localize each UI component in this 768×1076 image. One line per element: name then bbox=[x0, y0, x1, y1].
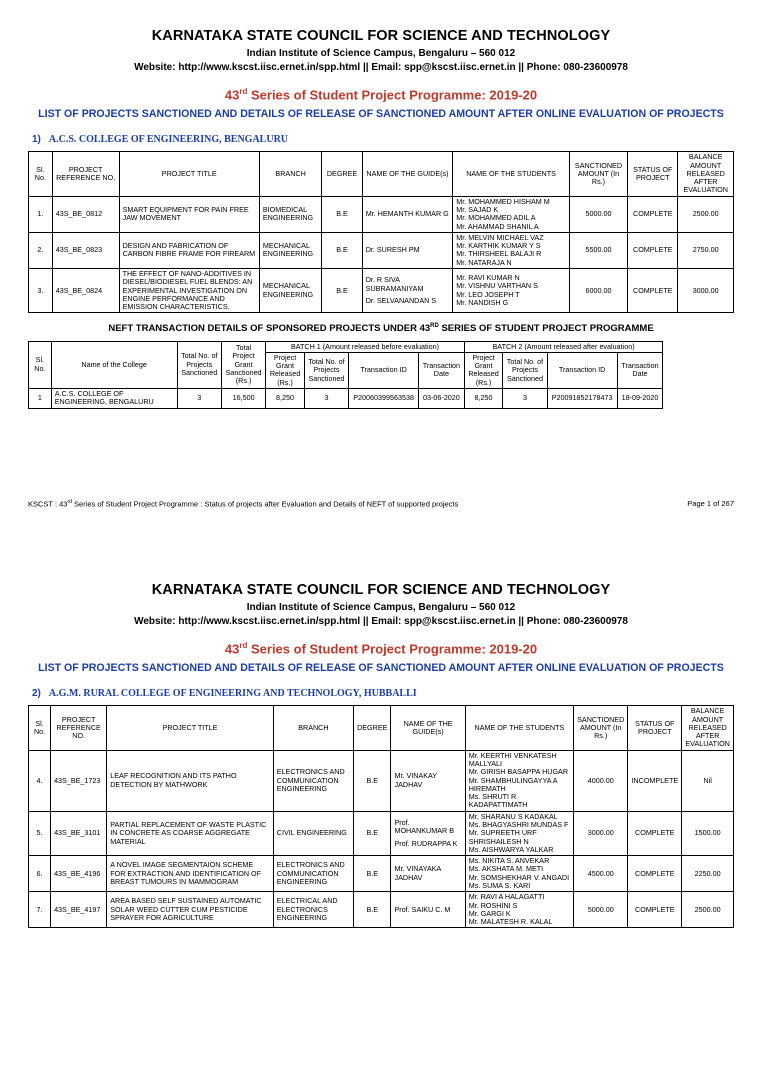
row-degree: B.E bbox=[322, 232, 362, 268]
table-row bbox=[29, 892, 734, 928]
row-students: Ms. NIKITA S. ANVEKAR Ms. AKSHATA M. METI Mr. SOMSHEKHAR V. ANGADI Ms. SUMA S. KARI bbox=[465, 856, 573, 892]
col-ref: PROJECT REFERENCE NO. bbox=[52, 152, 119, 196]
row-status: COMPLETE bbox=[628, 196, 678, 232]
row-balance: 2500.00 bbox=[682, 892, 734, 928]
row-guide: Mr. VINAKAY JADHAV bbox=[391, 750, 465, 811]
neft-col-batch1: BATCH 1 (Amount released before evaluation) bbox=[266, 341, 465, 352]
row-sl: 5. bbox=[29, 811, 51, 855]
row-ref: 43S_BE_0823 bbox=[52, 232, 119, 268]
row-amount: 5000.00 bbox=[574, 892, 628, 928]
table-header-row bbox=[29, 152, 734, 196]
col-degree: DEGREE bbox=[322, 152, 362, 196]
table-row bbox=[29, 196, 734, 232]
council-contact: Website: http://www.kscst.iisc.ernet.in/spp.html || Email: spp@kscst.iisc.ernet.in || Phone: 080-23600978 bbox=[134, 62, 628, 73]
col-amount: SANCTIONED AMOUNT (In Rs.) bbox=[569, 152, 627, 196]
table-row bbox=[29, 268, 734, 312]
neft-b2-grant: 8,250 bbox=[464, 388, 503, 408]
col-balance: BALANCE AMOUNT RELEASED AFTER EVALUATION bbox=[682, 706, 734, 750]
projects-table bbox=[28, 151, 734, 313]
college-heading: 2) A.G.M. RURAL COLLEGE OF ENGINEERING AND TECHNOLOGY, HUBBALLI bbox=[32, 688, 417, 700]
row-balance: 1500.00 bbox=[682, 811, 734, 855]
neft-col-b1-projects: Total No. of Projects Sanctioned bbox=[304, 352, 348, 388]
row-sl: 1. bbox=[29, 196, 53, 232]
row-sl: 2. bbox=[29, 232, 53, 268]
table-header-row bbox=[29, 706, 734, 750]
col-sl: Sl. No. bbox=[29, 152, 53, 196]
row-status: COMPLETE bbox=[628, 811, 682, 855]
series-title: 43rd Series of Student Project Programme: 2019-20 bbox=[224, 641, 538, 657]
row-status: COMPLETE bbox=[628, 268, 678, 312]
neft-total-grant: 16,500 bbox=[221, 388, 265, 408]
page-2 bbox=[0, 582, 768, 1076]
list-heading: LIST OF PROJECTS SANCTIONED AND DETAILS OF RELEASE OF SANCTIONED AMOUNT AFTER ONLINE EVALUATION OF PROJECTS bbox=[38, 108, 724, 121]
row-degree: B.E bbox=[354, 750, 391, 811]
row-sl: 6. bbox=[29, 856, 51, 892]
row-title: DESIGN AND FABRICATION OF CARBON FIBRE FRAME FOR FIREARM bbox=[119, 232, 259, 268]
row-branch: ELECTRICAL AND ELECTRONICS ENGINEERING bbox=[273, 892, 353, 928]
row-degree: B.E bbox=[322, 196, 362, 232]
neft-b2-date: 18-09-2020 bbox=[617, 388, 663, 408]
row-ref: 43S_BE_4196 bbox=[51, 856, 107, 892]
row-ref: 43S_BE_0812 bbox=[52, 196, 119, 232]
row-title: SMART EQUIPMENT FOR PAIN FREE JAW MOVEMENT bbox=[119, 196, 259, 232]
neft-total-projects: 3 bbox=[177, 388, 221, 408]
col-students: NAME OF THE STUDENTS bbox=[453, 152, 570, 196]
col-branch: BRANCH bbox=[273, 706, 353, 750]
neft-col-b2-txn: Transaction ID bbox=[547, 352, 617, 388]
col-amount: SANCTIONED AMOUNT (In Rs.) bbox=[574, 706, 628, 750]
col-status: STATUS OF PROJECT bbox=[628, 152, 678, 196]
council-contact: Website: http://www.kscst.iisc.ernet.in/spp.html || Email: spp@kscst.iisc.ernet.in || Phone: 080-23600978 bbox=[134, 616, 628, 627]
neft-col-sl: Sl. No. bbox=[29, 341, 52, 388]
row-guide: Prof. SAIKU C. M bbox=[391, 892, 465, 928]
table-row bbox=[29, 750, 734, 811]
row-guide: Prof. MOHANKUMAR B Prof. RUDRAPPA K bbox=[391, 811, 465, 855]
row-amount: 5500.00 bbox=[569, 232, 627, 268]
col-title: PROJECT TITLE bbox=[107, 706, 274, 750]
neft-col-b1-grant: Project Grant Released (Rs.) bbox=[266, 352, 305, 388]
row-branch: ELECTRONICS AND COMMUNICATION ENGINEERING bbox=[273, 856, 353, 892]
row-title: A NOVEL IMAGE SEGMENTAION SCHEME FOR EXTRACTION AND IDENTIFICATION OF BREAST TUMOURS IN MAMMOGRAM bbox=[107, 856, 274, 892]
col-title: PROJECT TITLE bbox=[119, 152, 259, 196]
page-gap bbox=[0, 512, 768, 582]
row-degree: B.E bbox=[354, 892, 391, 928]
row-guide: Mr. VINAYAKA JADHAV bbox=[391, 856, 465, 892]
col-branch: BRANCH bbox=[259, 152, 322, 196]
row-ref: 43S_BE_4197 bbox=[51, 892, 107, 928]
series-title: 43rd Series of Student Project Programme: 2019-20 bbox=[224, 87, 538, 103]
col-balance: BALANCE AMOUNT RELEASED AFTER EVALUATION bbox=[678, 152, 734, 196]
row-title: LEAF RECOGNITION AND ITS PATHO DETECTION BY MATHWORK bbox=[107, 750, 274, 811]
row-guide: Dr. R SIVA SUBRAMANIYAM Dr. SELVANANDAN S bbox=[362, 268, 453, 312]
college-heading: 1) A.C.S. COLLEGE OF ENGINEERING, BENGALURU bbox=[32, 134, 289, 146]
neft-b1-date: 03-06-2020 bbox=[419, 388, 465, 408]
neft-col-b1-txn: Transaction ID bbox=[349, 352, 419, 388]
row-branch: BIOMEDICAL ENGINEERING bbox=[259, 196, 322, 232]
projects-table bbox=[28, 705, 734, 928]
row-amount: 4500.00 bbox=[574, 856, 628, 892]
row-branch: MECHANICAL ENGINEERING bbox=[259, 268, 322, 312]
row-branch: ELECTRONICS AND COMMUNICATION ENGINEERING bbox=[273, 750, 353, 811]
col-guide: NAME OF THE GUIDE(s) bbox=[362, 152, 453, 196]
row-balance: 3000.00 bbox=[678, 268, 734, 312]
table-row bbox=[29, 856, 734, 892]
row-branch: MECHANICAL ENGINEERING bbox=[259, 232, 322, 268]
row-students: Mr. KEERTHI VENKATESH MALLYALI Mr. GIRISH BASAPPA HUGAR Mr. SHAMBHULINGAYYA A HIREMATH Ms. SHRUTI R KADAPATTIMATH bbox=[465, 750, 573, 811]
row-title: THE EFFECT OF NANO-ADDITIVES IN DIESEL/BIODIESEL FUEL BLENDS: AN EXPERIMENTAL INVESTIGATION ON ENGINE PERFORMANCE AND EMISSION CHARACTERISTICS. bbox=[119, 268, 259, 312]
row-balance: 2500.00 bbox=[678, 196, 734, 232]
col-ref: PROJECT REFERENCE NO. bbox=[51, 706, 107, 750]
neft-b1-grant: 8,250 bbox=[266, 388, 305, 408]
row-balance: 2750.00 bbox=[678, 232, 734, 268]
page-footer bbox=[28, 499, 734, 509]
neft-sl: 1 bbox=[29, 388, 52, 408]
row-status: COMPLETE bbox=[628, 856, 682, 892]
row-title: PARTIAL REPLACEMENT OF WASTE PLASTIC IN CONCRETE AS COARSE AGGREGATE MATERIAL bbox=[107, 811, 274, 855]
neft-b1-projects: 3 bbox=[304, 388, 348, 408]
row-amount: 4000.00 bbox=[574, 750, 628, 811]
row-students: Mr. RAVI A HALAGATTI Mr. ROSHINI S Mr. GARGI K Mr. MALATESH R. KALAL bbox=[465, 892, 573, 928]
col-sl: Sl. No. bbox=[29, 706, 51, 750]
row-sl: 3. bbox=[29, 268, 53, 312]
footer-text: KSCST : 43rd Series of Student Project Programme : Status of projects after Evaluation and Details of NEFT of supported projects bbox=[28, 498, 459, 508]
row-sl: 4. bbox=[29, 750, 51, 811]
neft-col-total-projects: Total No. of Projects Sanctioned bbox=[177, 341, 221, 388]
row-branch: CIVIL ENGINEERING bbox=[273, 811, 353, 855]
table-row bbox=[29, 388, 663, 408]
row-guide: Dr. SURESH PM bbox=[362, 232, 453, 268]
row-sl: 7. bbox=[29, 892, 51, 928]
col-guide: NAME OF THE GUIDE(s) bbox=[391, 706, 465, 750]
neft-header-row bbox=[29, 341, 663, 352]
table-row bbox=[29, 811, 734, 855]
neft-heading: NEFT TRANSACTION DETAILS OF SPONSORED PROJECTS UNDER 43RD SERIES OF STUDENT PROJECT PROGRAMME bbox=[108, 323, 654, 335]
row-degree: B.E bbox=[354, 856, 391, 892]
row-amount: 3000.00 bbox=[574, 811, 628, 855]
col-students: NAME OF THE STUDENTS bbox=[465, 706, 573, 750]
col-status: STATUS OF PROJECT bbox=[628, 706, 682, 750]
row-students: Mr. MOHAMMED HISHAM M Mr. SAJAD K Mr. MOHAMMED ADIL A Mr. AHAMMAD SHANIL A bbox=[453, 196, 570, 232]
neft-col-college: Name of the College bbox=[51, 341, 177, 388]
row-guide: Mr. HEMANTH KUMAR G bbox=[362, 196, 453, 232]
row-degree: B.E bbox=[322, 268, 362, 312]
neft-b1-txn: P20060399563538 bbox=[349, 388, 419, 408]
neft-col-b2-projects: Total No. of Projects Sanctioned bbox=[503, 352, 547, 388]
row-students: Mr. SHARANU S KADAKAL Ms. BHAGYASHRI MUNDAS F Mr. SUPREETH URF SHRISHAILESH N Ms. AISHWARYA YALKAR bbox=[465, 811, 573, 855]
row-degree: B.E bbox=[354, 811, 391, 855]
row-status: COMPLETE bbox=[628, 892, 682, 928]
neft-b2-projects: 3 bbox=[503, 388, 547, 408]
neft-col-total-grant: Total Project Grant Sanctioned (Rs.) bbox=[221, 341, 265, 388]
row-amount: 6000.00 bbox=[569, 268, 627, 312]
council-address: Indian Institute of Science Campus, Bengaluru – 560 012 bbox=[246, 48, 516, 59]
page-number: Page 1 of 267 bbox=[687, 498, 734, 508]
table-row bbox=[29, 232, 734, 268]
neft-table bbox=[28, 341, 663, 409]
row-ref: 43S_BE_1723 bbox=[51, 750, 107, 811]
neft-col-b2-date: Transaction Date bbox=[617, 352, 663, 388]
council-title: KARNATAKA STATE COUNCIL FOR SCIENCE AND TECHNOLOGY bbox=[151, 582, 611, 598]
row-amount: 5000.00 bbox=[569, 196, 627, 232]
neft-col-b1-date: Transaction Date bbox=[419, 352, 465, 388]
council-address: Indian Institute of Science Campus, Bengaluru – 560 012 bbox=[246, 602, 516, 613]
row-students: Mr. RAVI KUMAR N Mr. VISHNU VARTHAN S Mr. LEO JOSEPH T Mr. NANDISH G bbox=[453, 268, 570, 312]
page-1 bbox=[0, 0, 768, 512]
row-title: AREA BASED SELF SUSTAINED AUTOMATIC SOLAR WEED CUTTER CUM PESTICIDE SPRAYER FOR AGRICULTURE bbox=[107, 892, 274, 928]
row-status: COMPLETE bbox=[628, 232, 678, 268]
council-title: KARNATAKA STATE COUNCIL FOR SCIENCE AND TECHNOLOGY bbox=[151, 28, 611, 44]
row-balance: Nil bbox=[682, 750, 734, 811]
col-degree: DEGREE bbox=[354, 706, 391, 750]
row-status: INCOMPLETE bbox=[628, 750, 682, 811]
neft-col-b2-grant: Project Grant Released (Rs.) bbox=[464, 352, 503, 388]
row-students: Mr. MELVIN MICHAEL VAZ Mr. KARTHIK KUMAR Y S Mr. THIRSHEEL BALAJI R Mr. NATARAJA N bbox=[453, 232, 570, 268]
row-ref: 43S_BE_3101 bbox=[51, 811, 107, 855]
list-heading: LIST OF PROJECTS SANCTIONED AND DETAILS OF RELEASE OF SANCTIONED AMOUNT AFTER ONLINE EVALUATION OF PROJECTS bbox=[38, 662, 724, 675]
neft-col-batch2: BATCH 2 (Amount released after evaluation) bbox=[464, 341, 663, 352]
row-balance: 2250.00 bbox=[682, 856, 734, 892]
row-ref: 43S_BE_0824 bbox=[52, 268, 119, 312]
neft-college: A.C.S. COLLEGE OF ENGINEERING, BENGALURU bbox=[51, 388, 177, 408]
neft-b2-txn: P20091852178473 bbox=[547, 388, 617, 408]
